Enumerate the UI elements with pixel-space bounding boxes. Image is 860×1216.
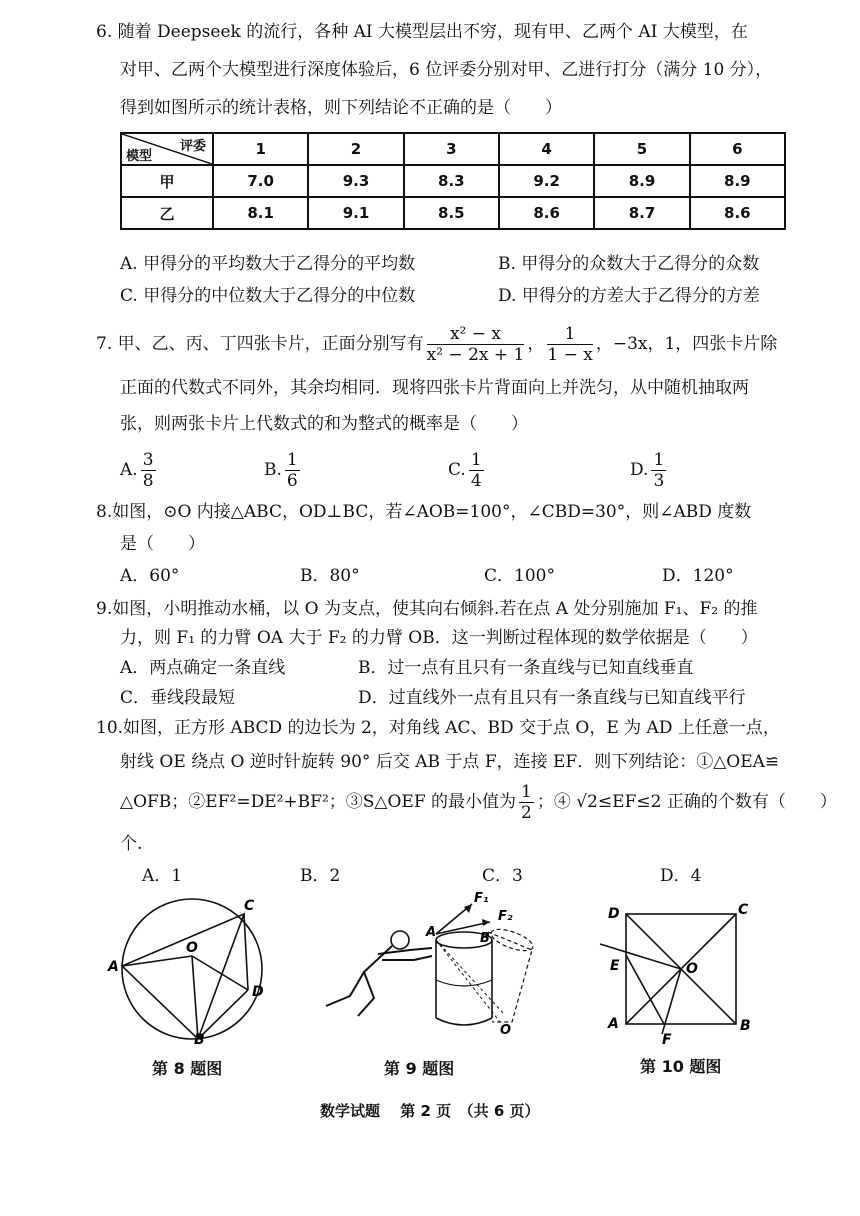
figure-8-circle-diagram xyxy=(104,894,280,1044)
q6-stem-line1: 6. 随着 Deepseek 的流行，各种 AI 大模型层出不穷，现有甲、乙两个 AI 大模型，在 xyxy=(96,22,748,42)
fraction-numerator: 1 xyxy=(547,324,592,345)
fig10-label-b: B xyxy=(740,1018,751,1034)
table-row xyxy=(121,165,785,197)
q6-option-c: C. 甲得分的中位数大于乙得分的中位数 xyxy=(120,286,416,306)
option-label: D. xyxy=(630,460,649,480)
q10-option-a: A．1 xyxy=(142,866,183,886)
table-corner-cell xyxy=(121,133,213,165)
table-cell: 8.7 xyxy=(594,197,689,229)
page-footer: 数学试题 第 2 页 （共 6 页） xyxy=(320,1102,540,1120)
fig8-label-o: O xyxy=(186,940,198,956)
q7-separator: ， xyxy=(527,334,545,354)
fig9-label-f2: F₂ xyxy=(498,909,513,924)
q7-option-c xyxy=(448,448,487,492)
fraction-denominator: 3 xyxy=(653,471,665,491)
fig8-label-a: A xyxy=(108,959,119,975)
option-label: C. xyxy=(448,460,466,480)
option-fraction xyxy=(651,450,666,491)
table-cell: 8.9 xyxy=(594,165,689,197)
q7-suffix: ，−3x，1，四张卡片除 xyxy=(595,334,778,354)
corner-judges-label: 评委 xyxy=(179,139,206,154)
q6-option-d: D. 甲得分的方差大于乙得分的方差 xyxy=(498,286,760,306)
table-cell: 7.0 xyxy=(213,165,308,197)
q7-stem-line3: 张，则两张卡片上代数式的和为整式的概率是（ ） xyxy=(120,414,528,434)
corner-model-label: 模型 xyxy=(126,149,153,164)
q7-fraction-2 xyxy=(547,324,592,365)
figure-10-caption: 第 10 题图 xyxy=(640,1057,722,1076)
fig10-label-f: F xyxy=(662,1032,672,1048)
q10-text-part2: ；④ √2≤EF≤2 正确的个数有（ ） xyxy=(536,792,837,812)
table-header-cell: 6 xyxy=(690,133,785,165)
q10-stem-line1: 10.如图，正方形 ABCD 的边长为 2，对角线 AC、BD 交于点 O，E 为 AD 上任意一点， xyxy=(96,718,780,738)
figure-8-caption: 第 8 题图 xyxy=(152,1059,223,1078)
fig8-label-c: C xyxy=(244,898,255,914)
option-fraction xyxy=(469,450,484,491)
q9-option-c: C．垂线段最短 xyxy=(120,688,236,708)
table-cell: 8.9 xyxy=(690,165,785,197)
table-header-cell: 1 xyxy=(213,133,308,165)
q6-stem-line2: 对甲、乙两个大模型进行深度体验后，6 位评委分别对甲、乙进行打分（满分 10 分）， xyxy=(120,60,773,80)
q10-text-part1: △OFB；②EF²=DE²+BF²；③S△OEF 的最小值为 xyxy=(120,792,517,812)
table-cell: 8.6 xyxy=(690,197,785,229)
table-cell: 9.3 xyxy=(308,165,403,197)
fig9-label-a: A xyxy=(426,925,437,940)
q7-stem-line2: 正面的代数式不同外，其余均相同．现将四张卡片背面向上并洗匀，从中随机抽取两 xyxy=(120,378,749,398)
q9-option-b: B．过一点有且只有一条直线与已知直线垂直 xyxy=(358,658,694,678)
table-cell: 8.1 xyxy=(213,197,308,229)
q10-stem-line3 xyxy=(120,780,837,824)
table-header-cell: 3 xyxy=(404,133,499,165)
fig10-label-e: E xyxy=(610,958,620,974)
fraction-denominator: x² − 2x + 1 xyxy=(426,345,525,365)
fraction-numerator: 1 xyxy=(653,450,665,470)
fraction-numerator: 1 xyxy=(470,450,482,470)
fraction-numerator: 1 xyxy=(286,450,298,470)
q10-stem-line4: 个. xyxy=(120,834,143,854)
q9-option-d: D．过直线外一点有且只有一条直线与已知直线平行 xyxy=(358,688,746,708)
fig9-label-f1: F₁ xyxy=(474,891,489,906)
q8-option-a: A．60° xyxy=(120,566,180,586)
fraction-denominator: 4 xyxy=(470,471,482,491)
q10-option-d: D．4 xyxy=(660,866,702,886)
table-header-row xyxy=(121,133,785,165)
q7-fraction-1 xyxy=(427,324,525,365)
figure-10-square-diagram xyxy=(596,894,772,1054)
fig9-label-b: B xyxy=(480,931,490,946)
q9-stem-line1: 9.如图，小明推动水桶，以 O 为支点，使其向右倾斜.若在点 A 处分别施加 F₁、F₂ 的推 xyxy=(96,599,758,619)
q6-score-table xyxy=(120,132,786,230)
q7-option-d xyxy=(630,448,669,492)
table-header-cell: 2 xyxy=(308,133,403,165)
option-fraction xyxy=(285,450,300,491)
fraction-denominator: 6 xyxy=(286,471,298,491)
fraction-numerator: 1 xyxy=(521,782,532,802)
q7-option-a xyxy=(120,448,159,492)
q10-stem-line2: 射线 OE 绕点 O 逆时针旋转 90° 后交 AB 于点 F，连接 EF．则下列结论：①△OEA≌ xyxy=(120,752,780,772)
q8-option-c: C．100° xyxy=(484,566,555,586)
q8-stem-line2: 是（ ） xyxy=(120,534,205,554)
fraction-denominator: 2 xyxy=(521,803,532,823)
fig8-label-d: D xyxy=(252,984,264,1000)
q10-fraction xyxy=(519,782,534,823)
fig10-label-d: D xyxy=(608,906,620,922)
q7-stem-line1 xyxy=(96,322,777,366)
fraction-numerator: x² − x xyxy=(427,324,525,345)
table-header-cell: 4 xyxy=(499,133,594,165)
q9-stem-line2: 力，则 F₁ 的力臂 OA 大于 F₂ 的力臂 OB．这一判断过程体现的数学依据是（ ） xyxy=(120,628,758,648)
q9-option-a: A．两点确定一条直线 xyxy=(120,658,286,678)
q6-stem-line3: 得到如图所示的统计表格，则下列结论不正确的是（ ） xyxy=(120,98,562,118)
fig9-label-o: O xyxy=(500,1023,512,1038)
fig10-label-a: A xyxy=(608,1016,619,1032)
row-label: 乙 xyxy=(121,197,213,229)
q10-option-c: C．3 xyxy=(482,866,523,886)
q7-option-b xyxy=(264,448,303,492)
table-cell: 9.2 xyxy=(499,165,594,197)
fig10-label-o: O xyxy=(686,961,698,977)
q6-option-b: B. 甲得分的众数大于乙得分的众数 xyxy=(498,254,760,274)
fraction-denominator: 1 − x xyxy=(547,345,593,365)
option-fraction xyxy=(141,450,156,491)
row-label: 甲 xyxy=(121,165,213,197)
table-header-cell: 5 xyxy=(594,133,689,165)
q10-option-b: B．2 xyxy=(300,866,341,886)
figure-9-caption: 第 9 题图 xyxy=(384,1059,455,1078)
q8-stem-line1: 8.如图，⊙O 内接△ABC，OD⊥BC，若∠AOB=100°，∠CBD=30°，则∠ABD 度数 xyxy=(96,502,752,522)
table-cell: 8.5 xyxy=(404,197,499,229)
fig8-label-b: B xyxy=(194,1032,205,1044)
figure-9-bucket-diagram xyxy=(312,888,548,1048)
fraction-numerator: 3 xyxy=(142,450,154,470)
option-label: B. xyxy=(264,460,282,480)
table-cell: 8.6 xyxy=(499,197,594,229)
table-cell: 9.1 xyxy=(308,197,403,229)
table-row xyxy=(121,197,785,229)
table-cell: 8.3 xyxy=(404,165,499,197)
q7-prefix: 7. 甲、乙、丙、丁四张卡片，正面分别写有 xyxy=(96,334,424,354)
q6-option-a: A. 甲得分的平均数大于乙得分的平均数 xyxy=(120,254,416,274)
q8-option-d: D．120° xyxy=(662,566,734,586)
q8-option-b: B．80° xyxy=(300,566,360,586)
fig10-label-c: C xyxy=(738,902,749,918)
fraction-denominator: 8 xyxy=(142,471,154,491)
option-label: A. xyxy=(120,460,138,480)
